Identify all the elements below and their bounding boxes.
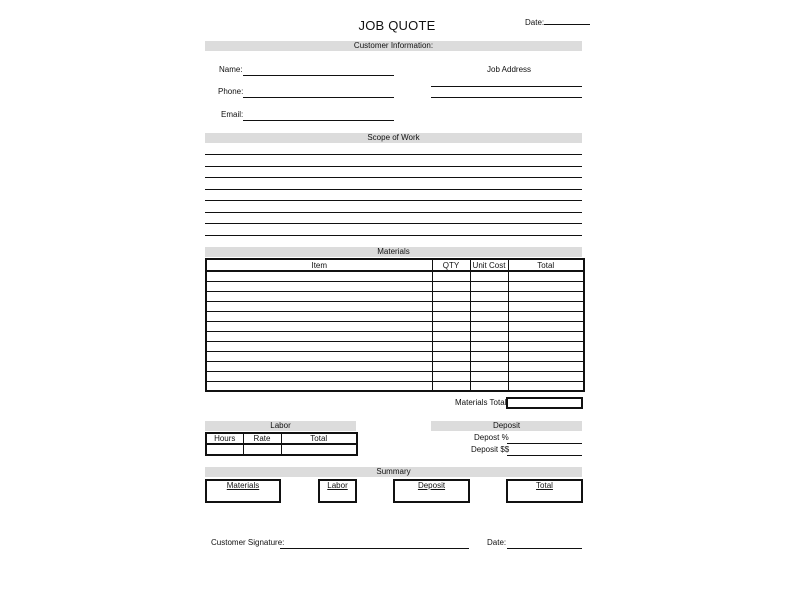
cell[interactable]: [508, 321, 584, 331]
cell[interactable]: [206, 271, 432, 281]
cell[interactable]: [470, 291, 508, 301]
cell[interactable]: [470, 281, 508, 291]
scope-line[interactable]: [205, 166, 582, 167]
cell[interactable]: [432, 371, 470, 381]
cell[interactable]: [206, 331, 432, 341]
signature-label: Customer Signature:: [211, 538, 285, 547]
table-row[interactable]: [206, 351, 584, 361]
column-header-labor-total: Total: [281, 433, 357, 444]
cell[interactable]: [206, 281, 432, 291]
cell[interactable]: [470, 311, 508, 321]
signature-field[interactable]: [280, 548, 469, 549]
cell[interactable]: [432, 271, 470, 281]
cell[interactable]: [432, 361, 470, 371]
table-row[interactable]: [206, 281, 584, 291]
customer-info-header: Customer Information:: [205, 41, 582, 51]
materials-total-field[interactable]: [506, 397, 583, 409]
column-header-item: Item: [206, 259, 432, 271]
scope-line[interactable]: [205, 223, 582, 224]
cell[interactable]: [432, 351, 470, 361]
cell[interactable]: [432, 321, 470, 331]
materials-table: [205, 258, 585, 392]
table-row[interactable]: [206, 361, 584, 371]
cell[interactable]: [432, 301, 470, 311]
cell[interactable]: [470, 361, 508, 371]
summary-header: Summary: [205, 467, 582, 477]
cell[interactable]: [432, 291, 470, 301]
name-label: Name:: [219, 65, 243, 74]
cell[interactable]: [470, 321, 508, 331]
date-field[interactable]: [525, 17, 590, 27]
cell[interactable]: [508, 301, 584, 311]
cell[interactable]: [206, 371, 432, 381]
table-row[interactable]: [206, 381, 584, 391]
name-field[interactable]: [243, 75, 394, 76]
cell[interactable]: [470, 381, 508, 391]
cell[interactable]: [432, 341, 470, 351]
job-address-line-1[interactable]: [431, 86, 582, 87]
cell[interactable]: [206, 341, 432, 351]
table-row[interactable]: [206, 371, 584, 381]
cell[interactable]: [470, 341, 508, 351]
column-header-qty: QTY: [432, 259, 470, 271]
cell[interactable]: [470, 271, 508, 281]
table-row[interactable]: [206, 291, 584, 301]
footer-date-label: Date:: [487, 538, 507, 547]
column-header-total: Total: [508, 259, 584, 271]
materials-header: Materials: [205, 247, 582, 257]
table-row[interactable]: [206, 311, 584, 321]
scope-line[interactable]: [205, 212, 582, 213]
column-header-hours: Hours: [206, 433, 243, 444]
cell[interactable]: [206, 301, 432, 311]
cell[interactable]: [470, 371, 508, 381]
deposit-amount-field[interactable]: [507, 455, 582, 456]
deposit-header: Deposit: [431, 421, 582, 431]
labor-header: Labor: [205, 421, 356, 431]
scope-line[interactable]: [205, 189, 582, 190]
cell[interactable]: [432, 381, 470, 391]
labor-header-row: [206, 433, 357, 444]
rate-cell[interactable]: [243, 444, 281, 455]
scope-of-work-header: Scope of Work: [205, 133, 582, 143]
cell[interactable]: [206, 291, 432, 301]
summary-total-label: Total: [536, 481, 553, 490]
summary-labor-label: Labor: [327, 481, 348, 490]
table-row[interactable]: [206, 331, 584, 341]
column-header-unit-cost: Unit Cost: [470, 259, 508, 271]
column-header-rate: Rate: [243, 433, 281, 444]
deposit-percent-field[interactable]: [507, 443, 582, 444]
cell[interactable]: [432, 311, 470, 321]
cell[interactable]: [206, 351, 432, 361]
cell[interactable]: [508, 381, 584, 391]
scope-line[interactable]: [205, 235, 582, 236]
cell[interactable]: [508, 331, 584, 341]
phone-label: Phone:: [218, 87, 244, 96]
cell[interactable]: [508, 351, 584, 361]
summary-total-box[interactable]: [506, 479, 583, 503]
phone-field[interactable]: [243, 97, 394, 98]
table-row[interactable]: [206, 341, 584, 351]
summary-materials-label: Materials: [226, 481, 260, 490]
footer-date-field[interactable]: [507, 548, 582, 549]
scope-line[interactable]: [205, 154, 582, 155]
deposit-amount-label: Deposit $$: [471, 445, 510, 454]
job-address-line-2[interactable]: [431, 97, 582, 98]
labor-total-cell[interactable]: [281, 444, 357, 455]
cell[interactable]: [508, 291, 584, 301]
cell[interactable]: [508, 271, 584, 281]
hours-cell[interactable]: [206, 444, 243, 455]
date-label: Date:: [525, 18, 545, 27]
cell[interactable]: [206, 311, 432, 321]
deposit-percent-label: Depost %: [474, 433, 509, 442]
cell[interactable]: [508, 311, 584, 321]
cell[interactable]: [206, 381, 432, 391]
email-label: Email:: [221, 110, 244, 119]
cell[interactable]: [508, 281, 584, 291]
page-title: JOB QUOTE: [358, 18, 436, 33]
materials-total-label: Materials Total: [455, 398, 507, 407]
cell[interactable]: [508, 371, 584, 381]
summary-deposit-label: Deposit: [417, 481, 446, 490]
cell[interactable]: [432, 331, 470, 341]
cell[interactable]: [508, 361, 584, 371]
cell[interactable]: [432, 281, 470, 291]
cell[interactable]: [470, 351, 508, 361]
job-address-label: Job Address: [487, 65, 532, 74]
materials-header-row: [206, 259, 584, 271]
cell[interactable]: [206, 361, 432, 371]
scope-line[interactable]: [205, 200, 582, 201]
cell[interactable]: [470, 301, 508, 311]
table-row[interactable]: [206, 321, 584, 331]
summary-materials-box[interactable]: [205, 479, 281, 503]
summary-labor-box[interactable]: [318, 479, 357, 503]
date-line[interactable]: [544, 17, 590, 25]
summary-deposit-box[interactable]: [393, 479, 470, 503]
table-row[interactable]: [206, 444, 357, 455]
email-field[interactable]: [243, 120, 394, 121]
cell[interactable]: [508, 341, 584, 351]
table-row[interactable]: [206, 301, 584, 311]
table-row[interactable]: [206, 271, 584, 281]
labor-table: [205, 432, 358, 456]
scope-line[interactable]: [205, 177, 582, 178]
cell[interactable]: [206, 321, 432, 331]
cell[interactable]: [470, 331, 508, 341]
